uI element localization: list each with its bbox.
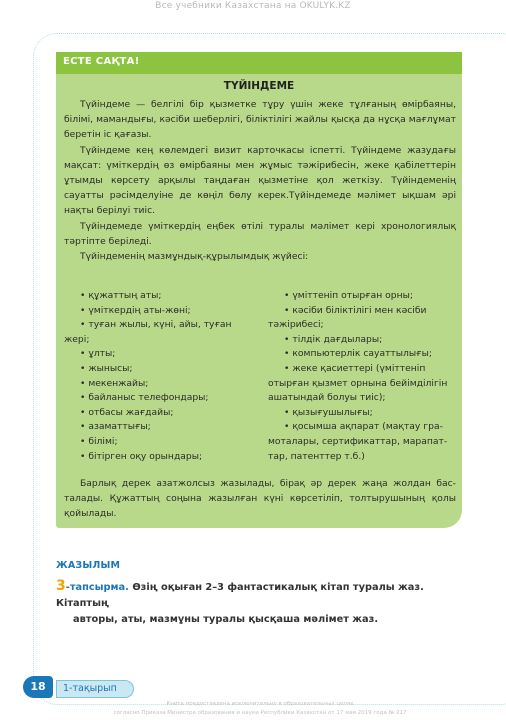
list-item: • жынысы;: [80, 362, 133, 374]
task-text-line2: авторы, аты, мазмұны туралы қысқаша мәлімет жаз.: [73, 614, 379, 625]
list-item: жері;: [64, 333, 90, 345]
list-item: • кәсіби біліктілігі мен кәсіби: [284, 304, 427, 316]
list-item: моталары, сертификаттар, марапат-: [268, 435, 448, 447]
list-item: • жеке қасиеттері (үміттеніп: [284, 362, 426, 374]
list-item: • қосымша ақпарат (мақтау гра-: [284, 421, 443, 433]
list-item: • туған жылы, күні, айы, туған: [80, 319, 232, 331]
paragraph-closing: Барлық дерек азатжолсыз жазылады, бірақ әр дерек жаңа жолдан бас-талады. Құжаттың соңына жазылған күні көрсетіліп, толтырушының қолы қойылады.: [64, 478, 456, 520]
paragraph-chronology: Түйіндемеде үміткердің еңбек өтілі туралы мәлімет кері хронологиялық тәртіпте беріледі.: [64, 220, 456, 247]
structure-list-left: [64, 289, 254, 464]
paragraph-structure-intro: Түйіндеменің мазмұндық-құрылымдық жүйесі:: [80, 251, 309, 263]
list-item: • компьютерлік сауаттылығы;: [284, 348, 432, 360]
section-heading-writing: ЖАЗЫЛЫМ: [56, 560, 121, 571]
remember-note-box: [56, 52, 462, 528]
structure-list-right: [268, 289, 458, 464]
paragraph-purpose: Түйіндеме кең көлемдегі визит карточкасы іспетті. Түйіндеме жазудағы мақсат: үміткердің өз өмірбаяны мен жұмыс тәжірибесін, жеке қабілеттерін ұтымды көрсету арқылы таңдаған қызметіне қол жеткізу. Түйіндеменің сауатты рәсімделуіне де көңіл бөлу керек.Түйіндемеде мәлімет ықшам әрі нақты берілуі тиіс.: [64, 144, 456, 217]
task-text-line1: Өзің оқыған 2–3 фантастикалық кітап туралы жаз. Кітаптың: [56, 582, 424, 609]
page-number-badge: 18: [23, 676, 53, 698]
list-item: • құжаттың аты;: [80, 290, 162, 301]
list-item: • үміттеніп отырған орны;: [284, 290, 413, 301]
note-paragraphs: [64, 97, 456, 264]
note-header-bar: [56, 52, 462, 74]
paragraph-definition: Түйіндеме — белгілі бір қызметке тұру үшін жеке тұлғаның өмірбаяны, білімі, мамандығы, кәсіби шеберлігі, біліктілігі жайлы қысқа да нұсқа мағлұмат беретін іс қағазы.: [64, 99, 456, 141]
list-item: • мекенжайы;: [80, 377, 149, 389]
note-title: ТҮЙІНДЕМЕ: [223, 80, 295, 92]
topic-label: 1-тақырып: [56, 680, 134, 698]
list-item: тар, патенттер т.б.): [268, 450, 365, 462]
list-item: • білімі;: [80, 435, 118, 447]
note-header-label: ЕСТЕ САҚТА!: [63, 56, 140, 67]
list-item: • бітірген оқу орындары;: [80, 450, 203, 462]
list-item: • қызығушылығы;: [284, 406, 373, 418]
task-block: [56, 578, 456, 628]
task-number: 3: [56, 578, 66, 594]
list-item: • отбасы жағдайы;: [80, 406, 174, 418]
footer-note-line1: Книга предоставлена исключительно в образовательных целях: [166, 701, 354, 707]
task-label: -тапсырма.: [65, 582, 129, 593]
list-item: отырған қызмет орнына бейімділігін: [268, 377, 448, 389]
list-item: тәжірибесі;: [268, 319, 324, 331]
list-item: ашатындай болуы тиіс);: [268, 392, 386, 404]
list-item: • ұлты;: [80, 348, 116, 360]
footer-note-line2: согласно Приказа Министра образования и науки Республики Казахстан от 17 мая 2019 года № 217: [113, 710, 407, 716]
watermark-text: Все учебники Казахстана на OKULYK.KZ: [155, 1, 351, 11]
list-item: • азаматтығы;: [80, 421, 151, 433]
list-item: • үміткердің аты-жөні;: [80, 304, 191, 316]
list-item: • тілдік дағдылары;: [284, 333, 383, 345]
list-item: • байланыс телефондары;: [80, 392, 209, 404]
